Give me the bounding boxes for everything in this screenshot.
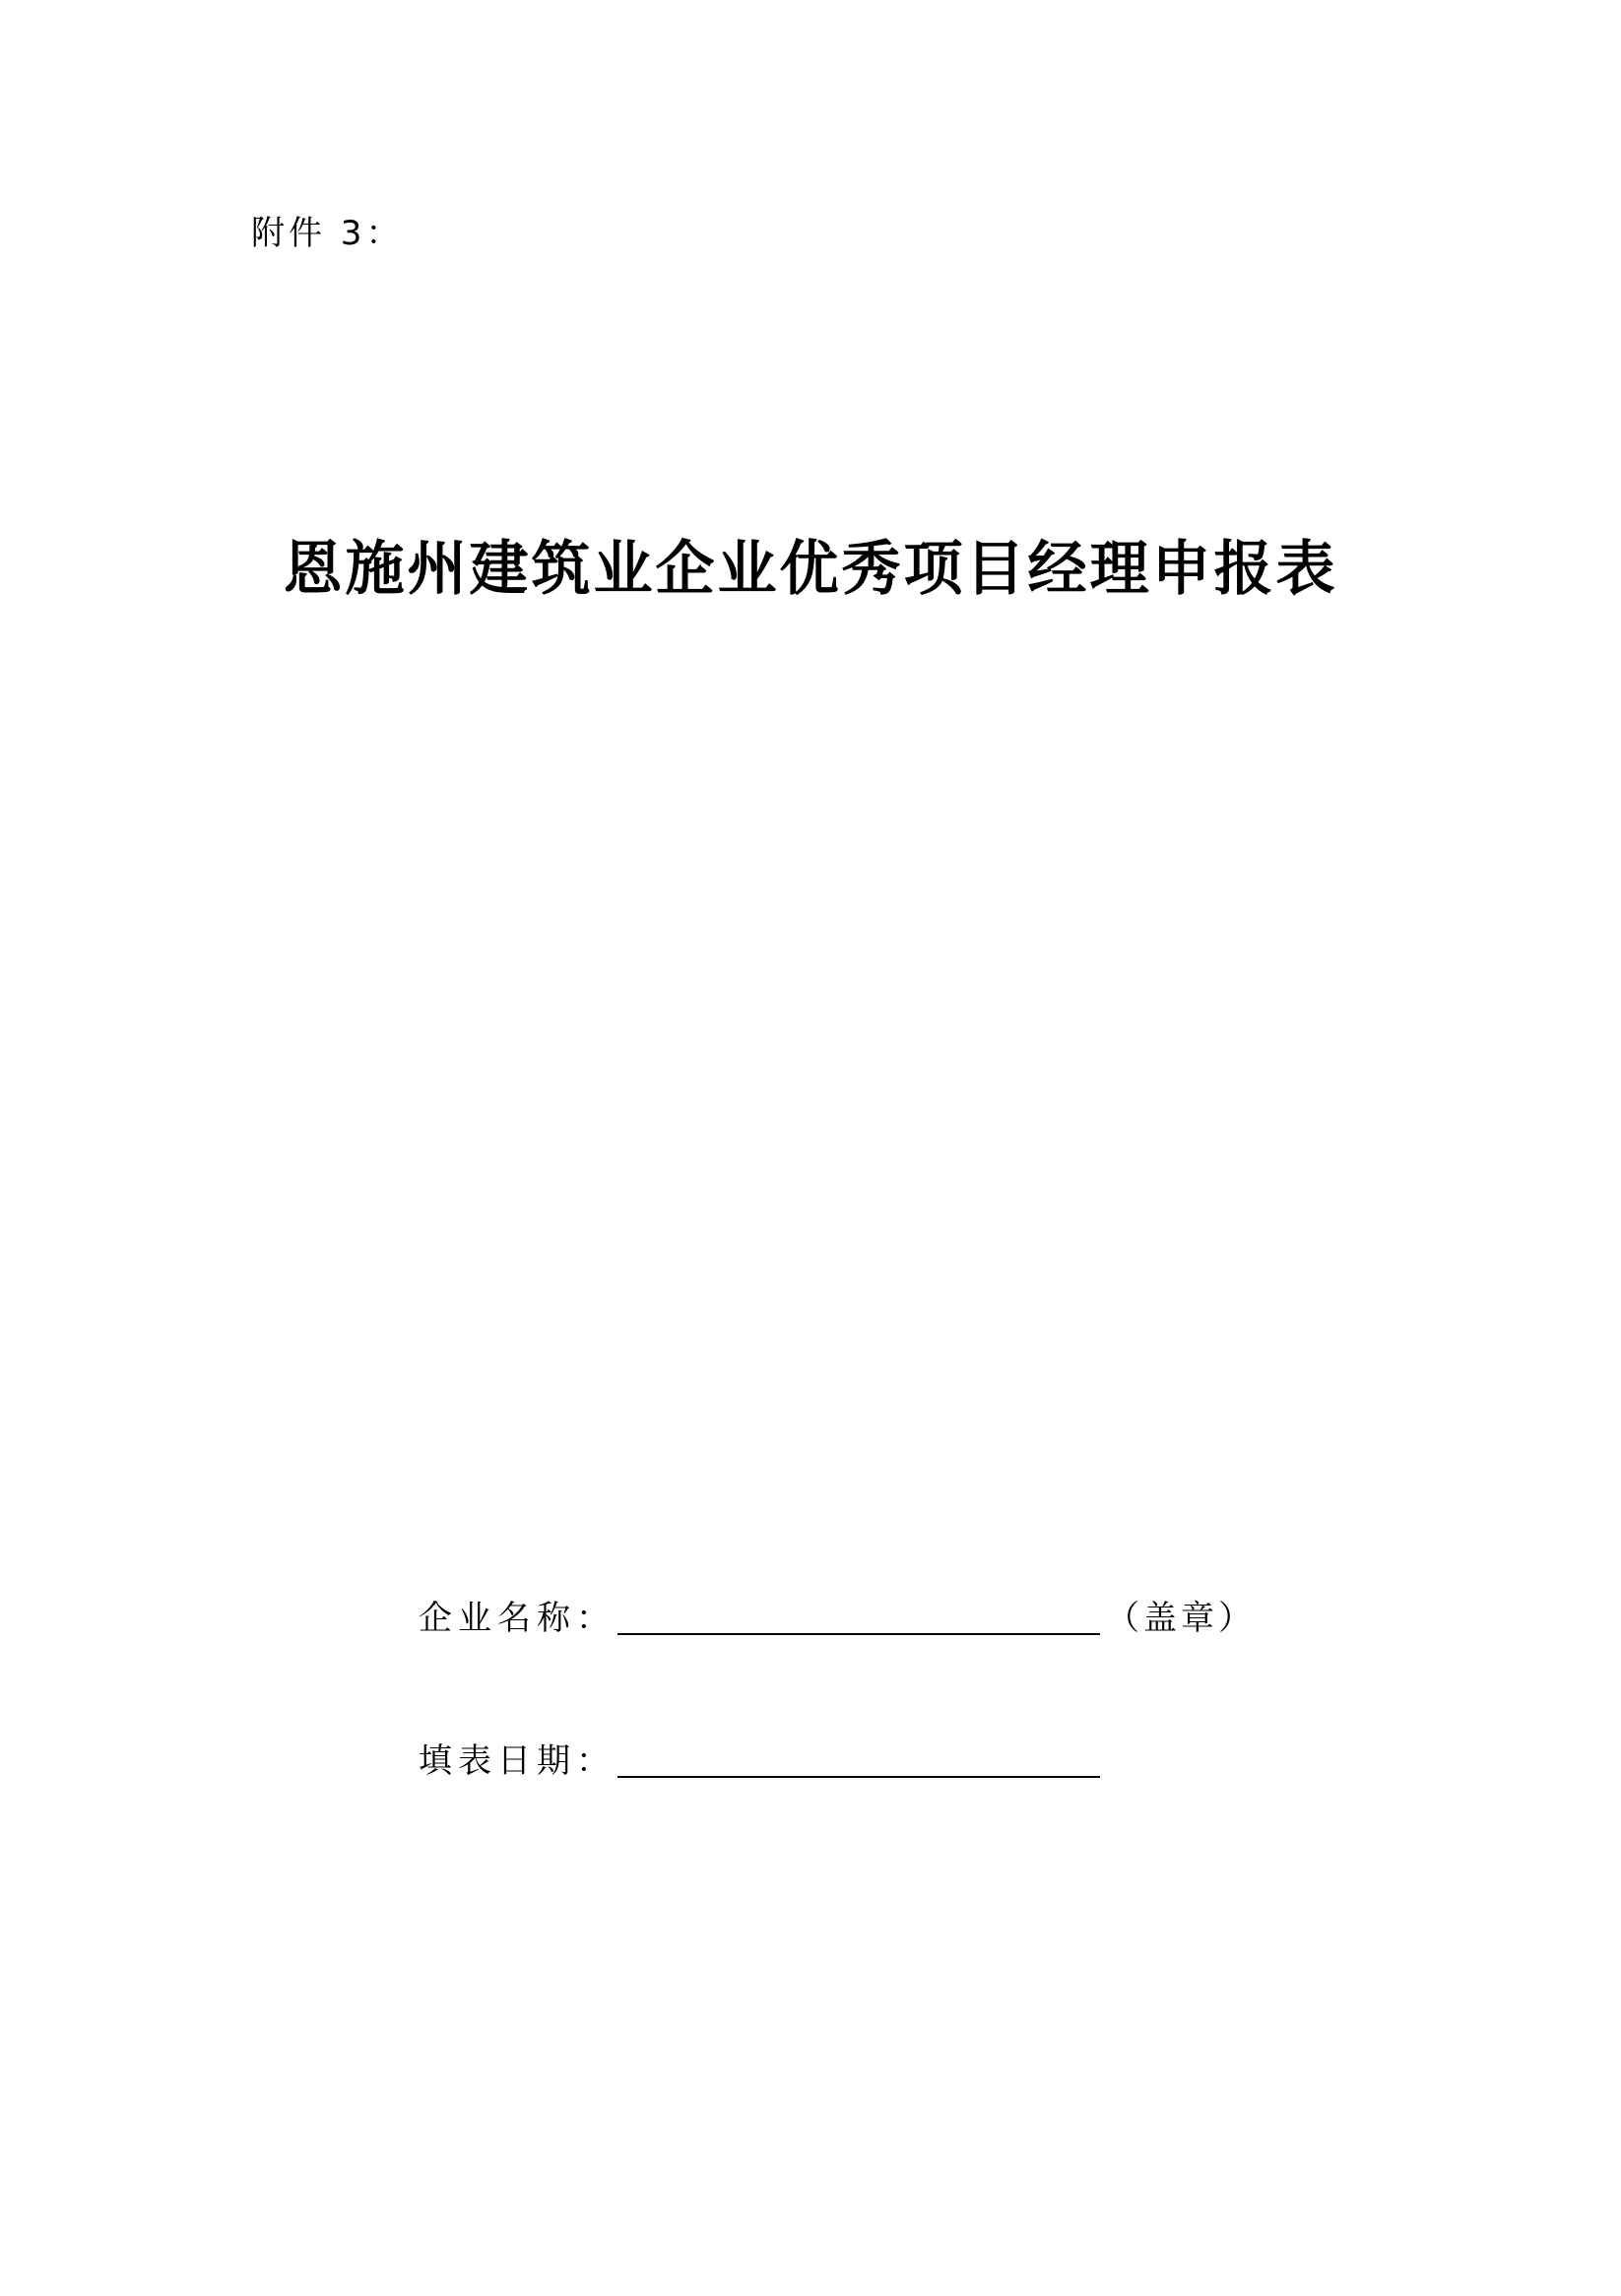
fill-date-row — [419, 1729, 1100, 1781]
fill-date-field[interactable] — [617, 1740, 1100, 1778]
company-name-field[interactable] — [617, 1598, 1100, 1635]
seal-note: （盖章） — [1106, 1599, 1256, 1638]
page-title: 恩施州建筑业企业优秀项目经理申报表 — [283, 535, 1338, 604]
company-name-label: 企业名称： — [419, 1599, 616, 1638]
company-name-row — [419, 1586, 1256, 1638]
fill-date-label: 填表日期： — [419, 1741, 616, 1781]
attachment-label: 附件 3： — [251, 214, 404, 253]
